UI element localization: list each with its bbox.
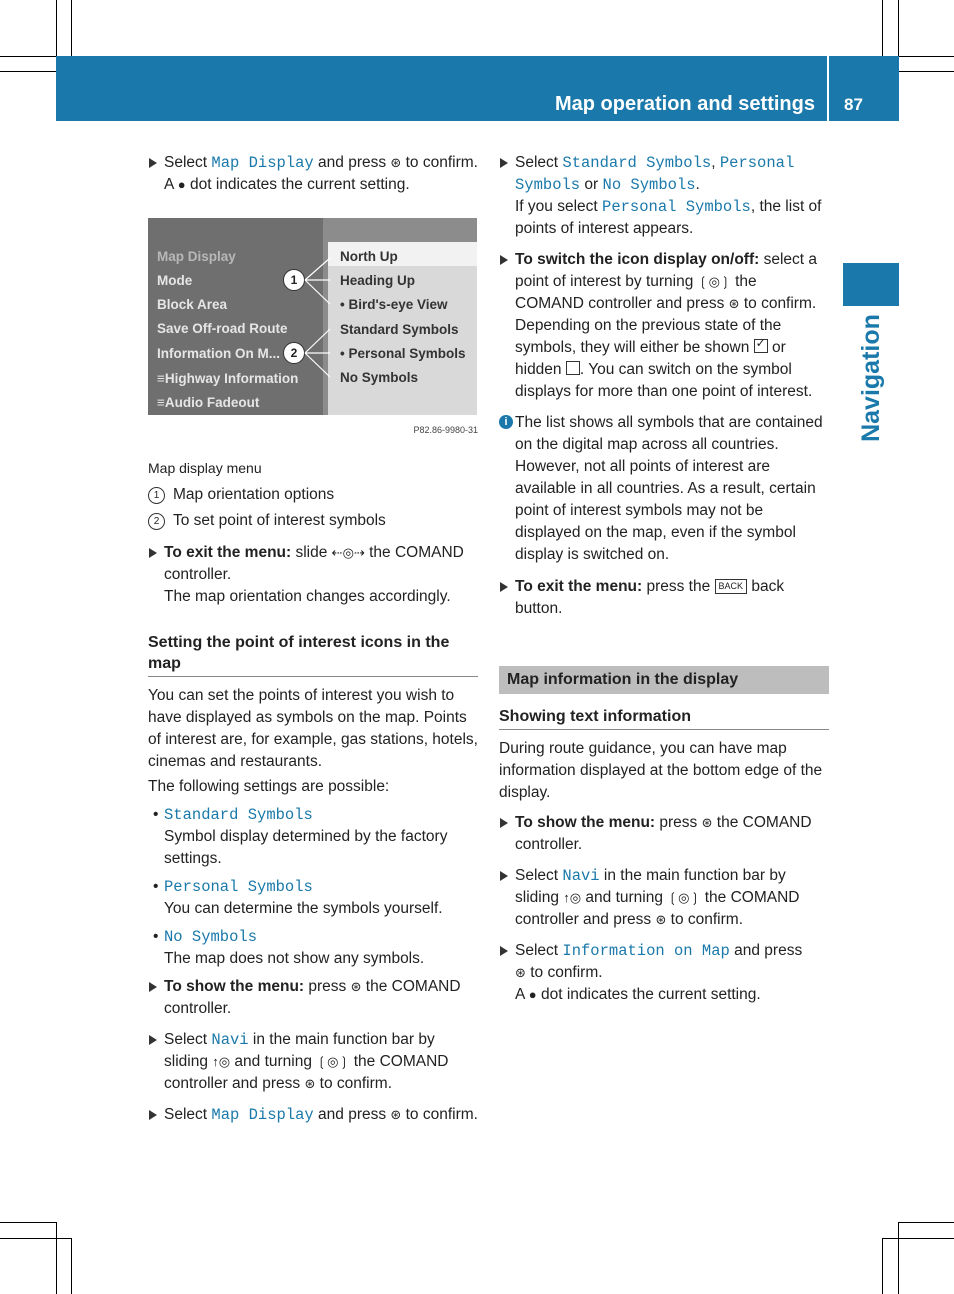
- section-heading: Setting the point of interest icons in the map: [148, 632, 478, 677]
- step-text: the COMAND controller.: [515, 814, 812, 853]
- step-text: in the main function bar by sliding: [164, 1031, 435, 1070]
- option-description: You can determine the symbols yourself.: [164, 900, 443, 917]
- menu-item: Save Off-road Route: [157, 321, 288, 336]
- instruction-step: [499, 865, 829, 931]
- crop-mark: [71, 0, 72, 56]
- option-code: Standard Symbols: [164, 806, 313, 824]
- press-icon: ⊛: [304, 1076, 316, 1091]
- instruction-step: [499, 812, 829, 856]
- step-text: to confirm.: [739, 295, 817, 312]
- press-icon: ⊛: [515, 965, 526, 980]
- menu-item: ≡Audio Fadeout: [157, 395, 260, 410]
- legend-number: 2: [148, 513, 165, 530]
- menu-item: Mode: [157, 273, 193, 288]
- crop-mark: [899, 56, 954, 57]
- callout-marker: 1: [283, 269, 305, 291]
- paragraph: The following settings are possible:: [148, 778, 390, 795]
- crop-mark: [882, 1238, 954, 1239]
- option-description: Symbol display determined by the factory settings.: [164, 828, 448, 867]
- crop-mark: [898, 0, 899, 56]
- step-note: , the list of points of interest appears.: [515, 198, 822, 237]
- crop-mark: [898, 1222, 954, 1223]
- chapter-tab-marker: [843, 263, 899, 306]
- press-icon: ⊛: [655, 912, 667, 927]
- step-text: and press: [313, 1106, 391, 1123]
- paragraph: During route guidance, you can have map information displayed at the bottom edge of the display.: [499, 740, 823, 801]
- page-number: 87: [844, 95, 863, 114]
- unchecked-box-icon: [566, 361, 580, 375]
- dot-icon: ●: [528, 987, 537, 1002]
- menu-title: Map Display: [157, 249, 236, 264]
- step-text: Select: [164, 1031, 212, 1048]
- crop-mark: [0, 1222, 56, 1223]
- step-text: Select: [164, 154, 212, 171]
- step-text: to confirm.: [315, 1075, 393, 1092]
- menu-item-code: Navi: [562, 867, 600, 885]
- menu-item-code: Information on Map: [562, 942, 730, 960]
- press-icon: ⊛: [390, 1107, 402, 1122]
- step-text: and turning: [581, 889, 668, 906]
- menu-item-code: Personal Symbols: [515, 154, 795, 194]
- step-text: the COMAND controller.: [164, 978, 461, 1017]
- instruction-step: [499, 249, 829, 403]
- step-text: the COMAND controller.: [164, 544, 464, 583]
- legend-text: Map orientation options: [173, 486, 335, 503]
- right-column: [499, 152, 829, 1015]
- menu-item-code: Standard Symbols: [562, 154, 712, 172]
- section-title-bar: Map information in the display: [499, 666, 829, 694]
- instruction-step: [499, 940, 829, 1006]
- step-text: press: [655, 814, 702, 831]
- menu-item: Information On M...: [157, 346, 280, 361]
- option-bullet: [148, 876, 478, 898]
- instruction-step: [148, 976, 478, 1020]
- option-item: • Bird's-eye View: [340, 297, 448, 312]
- step-text: Select: [515, 942, 563, 959]
- crop-mark: [56, 0, 57, 56]
- step-text: in the main function bar by sliding: [515, 867, 786, 906]
- instruction-step: [148, 1104, 478, 1126]
- option-description: The map does not show any symbols.: [164, 950, 425, 967]
- step-text: ,: [711, 154, 720, 171]
- menu-item: ≡Highway Information: [157, 371, 299, 386]
- step-text: the COMAND controller and press: [164, 1053, 449, 1092]
- step-note: The map orientation changes accordingly.: [164, 588, 451, 605]
- step-label: To exit the menu:: [164, 544, 292, 561]
- step-text: to confirm.: [401, 154, 478, 171]
- crop-mark: [0, 56, 56, 57]
- info-text: The list shows all symbols that are contained on the digital map across all countries. However, not all points of interest are available in all countries. As a result, certain point of interest symbols may not be displayed on the map, even if the symbol display is switched on.: [515, 414, 823, 563]
- info-note: [499, 412, 829, 566]
- legend-item: [148, 484, 478, 506]
- header-divider: [827, 56, 829, 121]
- step-text: back button.: [515, 578, 785, 617]
- step-text: to confirm.: [401, 1106, 478, 1123]
- legend-number: 1: [148, 487, 165, 504]
- press-icon: ⊛: [701, 815, 713, 830]
- step-text: and turning: [230, 1053, 317, 1070]
- step-label: To switch the icon display on/off:: [515, 251, 760, 268]
- option-item: No Symbols: [340, 370, 419, 385]
- menu-item-code: Map Display: [211, 154, 314, 172]
- step-text: to confirm.: [666, 911, 744, 928]
- step-note: Depending on the previous state of the symbols, they will either be shown: [515, 317, 782, 356]
- map-display-screenshot: [148, 218, 477, 415]
- callout-lines: [148, 218, 477, 415]
- step-text: and press: [729, 942, 803, 959]
- step-text: select a point of interest by turning: [515, 251, 818, 290]
- slide-left-right-icon: ⇠◎⇢: [331, 545, 365, 560]
- paragraph: You can set the points of interest you wish to have displayed as symbols on the map. Points of interest are, for example, gas stations, hotels, cinemas and restaurants.: [148, 687, 478, 770]
- figure-code: P82.86-9980-31: [413, 425, 478, 435]
- crop-mark: [0, 71, 56, 72]
- option-bullet: [148, 926, 478, 948]
- slide-up-icon: ↑◎: [212, 1054, 231, 1069]
- option-bullet: [148, 804, 478, 826]
- option-item: Standard Symbols: [340, 322, 459, 337]
- step-text: press the: [642, 578, 715, 595]
- instruction-step: [499, 152, 829, 240]
- step-text: or: [580, 176, 603, 193]
- chapter-tab: [841, 314, 901, 442]
- press-icon: ⊛: [390, 155, 402, 170]
- figure-caption: Map display menu: [148, 460, 262, 476]
- option-item: Heading Up: [340, 273, 416, 288]
- step-text: the COMAND controller and press: [515, 273, 757, 312]
- option-item: • Personal Symbols: [340, 346, 466, 361]
- step-text: Select: [164, 1106, 212, 1123]
- step-note: dot indicates the current setting.: [185, 176, 410, 193]
- instruction-step: [148, 1029, 478, 1095]
- legend-item: [148, 510, 478, 532]
- step-text: slide: [291, 544, 332, 561]
- page-header: [56, 56, 899, 121]
- step-note: A: [515, 986, 529, 1003]
- chapter-tab-label: Navigation: [857, 314, 885, 442]
- crop-mark: [882, 0, 883, 56]
- step-text: and press: [313, 154, 391, 171]
- step-label: To exit the menu:: [515, 578, 643, 595]
- press-icon: ⊛: [350, 979, 362, 994]
- crop-mark: [882, 1238, 883, 1294]
- step-note: or hidden: [515, 339, 786, 378]
- slide-up-icon: ↑◎: [563, 890, 582, 905]
- back-key-icon: BACK: [715, 579, 748, 594]
- step-note: A: [164, 176, 178, 193]
- info-icon: i: [499, 415, 513, 429]
- left-column: [148, 152, 478, 1135]
- menu-item-code: Personal Symbols: [602, 198, 751, 216]
- step-note: . You can switch on the symbol displays for more than one point of interest.: [515, 361, 813, 400]
- dot-icon: ●: [177, 177, 186, 192]
- step-label: To show the menu:: [515, 814, 656, 831]
- crop-mark: [899, 71, 954, 72]
- page-title: Map operation and settings: [554, 93, 815, 115]
- step-note: dot indicates the current setting.: [536, 986, 761, 1003]
- step-text: Select: [515, 154, 563, 171]
- crop-mark: [898, 1222, 899, 1294]
- step-text: .: [695, 176, 700, 193]
- checkmark: ✓: [755, 336, 766, 350]
- crop-mark: [71, 1238, 72, 1294]
- option-code: Personal Symbols: [164, 878, 313, 896]
- menu-item-code: Map Display: [211, 1106, 314, 1124]
- callout-marker: 2: [283, 342, 305, 364]
- step-text: Select: [515, 867, 563, 884]
- legend-text: To set point of interest symbols: [173, 512, 386, 529]
- turn-icon: ❲◎❳: [697, 274, 731, 289]
- step-note: If you select: [515, 198, 603, 215]
- menu-item-code: Navi: [211, 1031, 249, 1049]
- option-code: No Symbols: [164, 928, 258, 946]
- checked-box-icon: [754, 336, 768, 353]
- instruction-step: [499, 576, 829, 620]
- turn-icon: ❲◎❳: [316, 1054, 350, 1069]
- menu-item: Block Area: [157, 297, 228, 312]
- option-item: North Up: [340, 249, 398, 264]
- instruction-step: [148, 152, 478, 196]
- step-label: To show the menu:: [164, 978, 305, 995]
- step-text: press: [304, 978, 351, 995]
- turn-icon: ❲◎❳: [667, 890, 701, 905]
- step-text: the COMAND controller and press: [515, 889, 800, 928]
- instruction-step: [148, 542, 478, 608]
- crop-mark: [0, 1238, 71, 1239]
- subsection-heading: Showing text information: [499, 706, 829, 730]
- step-text: to confirm.: [525, 964, 603, 981]
- crop-mark: [56, 1222, 57, 1294]
- menu-item-code: No Symbols: [602, 176, 696, 194]
- press-icon: ⊛: [728, 296, 740, 311]
